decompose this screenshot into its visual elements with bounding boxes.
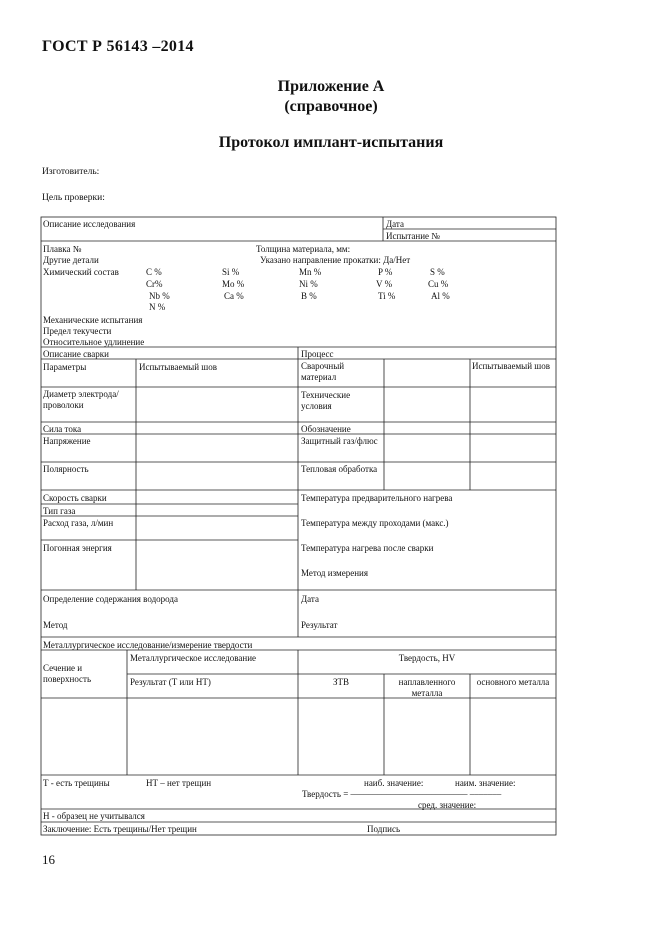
ztv-label: ЗТВ <box>332 677 349 687</box>
method-label: Метод <box>43 620 68 630</box>
heat-input-label: Погонная энергия <box>43 543 112 553</box>
hardness-label: Твердость, HV <box>398 653 456 663</box>
parameters-label: Параметры <box>43 362 87 372</box>
chem-al: Al % <box>431 291 450 301</box>
avg-value-label: сред. значение: <box>418 800 477 810</box>
chem-c: C % <box>146 267 162 277</box>
elongation-label: Относительное удлинение <box>43 337 145 347</box>
hardness-formula: Твердость = –––––––––––––––––––––––––– ––––––– <box>302 789 502 799</box>
result-t-nt-label: Результат (Т или НТ) <box>130 677 211 687</box>
tech-conditions-label: Технические условия <box>301 390 351 411</box>
chem-ni: Ni % <box>299 279 318 289</box>
rolling-direction-label: Указано направление прокатки: Да/Нет <box>260 255 411 265</box>
appendix-subtitle: (справочное) <box>284 98 378 115</box>
chemical-composition-label: Химический состав <box>43 267 119 277</box>
measure-method-label: Метод измерения <box>301 568 368 578</box>
thickness-label: Толщина материала, мм: <box>256 244 351 254</box>
chem-nb: Nb % <box>149 291 170 301</box>
chem-s: S % <box>430 267 445 277</box>
nt-no-cracks-label: НТ – нет трещин <box>146 778 212 788</box>
standard-header: ГОСТ Р 56143 –2014 <box>42 38 194 55</box>
test-number-label: Испытание № <box>386 231 440 241</box>
signature-label: Подпись <box>367 824 401 834</box>
chem-si: Si % <box>222 267 240 277</box>
chem-v: V % <box>376 279 393 289</box>
chem-b: B % <box>301 291 317 301</box>
process-label: Процесс <box>301 349 334 359</box>
manufacturer-label: Изготовитель: <box>42 167 100 177</box>
appendix-title: Приложение А <box>277 78 385 95</box>
chem-p: P % <box>378 267 393 277</box>
chem-mn: Mn % <box>299 267 322 277</box>
result-label: Результат <box>301 620 338 630</box>
polarity-label: Полярность <box>43 464 89 474</box>
welding-speed-label: Скорость сварки <box>43 493 107 503</box>
shield-gas-label: Защитный газ/флюс <box>301 436 378 446</box>
min-value-label: наим. значение: <box>455 778 516 788</box>
current-label: Сила тока <box>43 424 82 434</box>
max-value-label: наиб. значение: <box>364 778 424 788</box>
conclusion-label: Заключение: Есть трещины/Нет трещин <box>43 824 197 834</box>
gas-flow-label: Расход газа, л/мин <box>43 518 114 528</box>
base-metal-label: основного металла <box>476 677 550 687</box>
hydrogen-label: Определение содержания водорода <box>43 594 178 604</box>
post-weld-temp-label: Температура нагрева после сварки <box>301 543 434 553</box>
interpass-temp-label: Температура между проходами (макс.) <box>301 518 449 528</box>
plate-number-label: Плавка № <box>43 244 82 254</box>
other-details-label: Другие детали <box>43 255 99 265</box>
research-description-label: Описание исследования <box>43 219 136 229</box>
chem-mo: Mo % <box>222 279 245 289</box>
chem-cu: Cu % <box>428 279 449 289</box>
welding-material-label: Сварочный материал <box>301 361 345 382</box>
t-cracks-label: Т - есть трещины <box>43 778 110 788</box>
chem-n: N % <box>149 302 166 312</box>
date-label: Дата <box>386 219 404 229</box>
designation-label: Обозначение <box>301 424 351 434</box>
electrode-diameter-label: Диаметр электрода/ проволоки <box>43 389 119 410</box>
tested-seam-right-label: Испытываемый шов <box>472 361 550 371</box>
section-surface-label: Сечение и поверхность <box>43 663 92 684</box>
weld-metal-label: наплавленного металла <box>398 677 456 698</box>
page-number: 16 <box>42 852 55 867</box>
hydrogen-date-label: Дата <box>301 594 319 604</box>
tested-seam-label: Испытываемый шов <box>139 362 217 372</box>
chem-cr: Cr% <box>146 279 163 289</box>
chem-ca: Ca % <box>224 291 244 301</box>
protocol-title: Протокол имплант-испытания <box>218 134 444 151</box>
voltage-label: Напряжение <box>43 436 91 446</box>
chem-ti: Ti % <box>378 291 396 301</box>
purpose-label: Цель проверки: <box>42 193 105 203</box>
h-ignored-label: Н - образец не учитывался <box>43 811 145 821</box>
metallurgy-header: Металлургическое исследование/измерение твердости <box>43 640 253 650</box>
gas-type-label: Тип газа <box>43 506 76 516</box>
welding-description-label: Описание сварки <box>43 349 109 359</box>
yield-strength-label: Предел текучести <box>43 326 112 336</box>
mech-tests-label: Механические испытания <box>43 315 143 325</box>
preheat-temp-label: Температура предварительного нагрева <box>301 493 453 503</box>
metallurgy-label: Металлургическое исследование <box>130 653 256 663</box>
heat-treatment-label: Тепловая обработка <box>301 464 378 474</box>
